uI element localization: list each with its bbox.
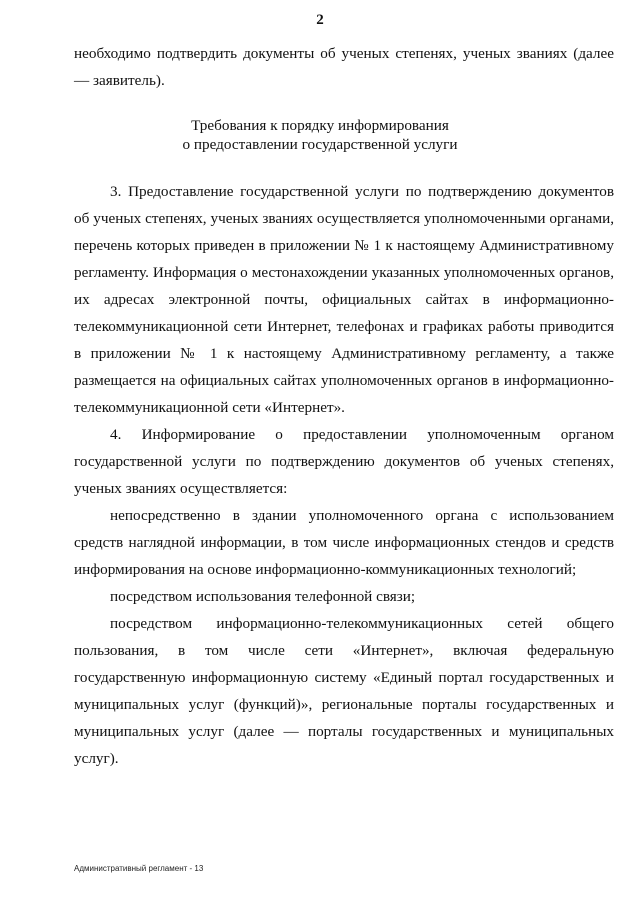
- page-footer: Административный регламент - 13: [74, 864, 204, 873]
- section-heading-line-2: о предоставлении государственной услуги: [182, 136, 458, 153]
- list-item-building: непосредственно в здании уполномоченного органа с использованием средств наглядной информации, в том числе информационных стендов и средств информирования на основе информационно-коммуникационных технологий;: [74, 507, 614, 578]
- list-item-telephone: посредством использования телефонной связи;: [110, 588, 416, 605]
- page-number: 2: [316, 12, 324, 28]
- paragraph-3: 3. Предоставление государственной услуги по подтверждению документов об ученых степенях, ученых званиях осуществляется уполномоченными органами, перечень которых приведен в приложении № 1 к настоящему Административному регламенту. Информация о местонахождении указанных уполномоченных органов, их адресах электронной почты, официальных сайтах в информационно-телекоммуникационной сети Интернет, телефонах и графиках работы приводится в приложении № 1 к настоящему Административному регламенту, а также размещается на официальных сайтах уполномоченных органов в информационно-телекоммуникационной сети «Интернет».: [74, 183, 614, 416]
- paragraph-4: 4. Информирование о предоставлении уполномоченным органом государственной услуги по подтверждению документов об ученых степенях, ученых званиях осуществляется:: [74, 426, 614, 497]
- list-item-internet: посредством информационно-телекоммуникационных сетей общего пользования, в том числе сети «Интернет», включая федеральную государственную информационную систему «Единый портал государственных и муниципальных услуг (функций)», региональные порталы государственных и муниципальных услуг (далее — порталы государственных и муниципальных услуг).: [74, 615, 614, 767]
- section-heading: [0, 116, 640, 154]
- section-heading-line-1: Требования к порядку информирования: [191, 117, 449, 134]
- continuation-paragraph: необходимо подтвердить документы об ученых степенях, ученых званиях (далее — заявитель).: [74, 45, 614, 89]
